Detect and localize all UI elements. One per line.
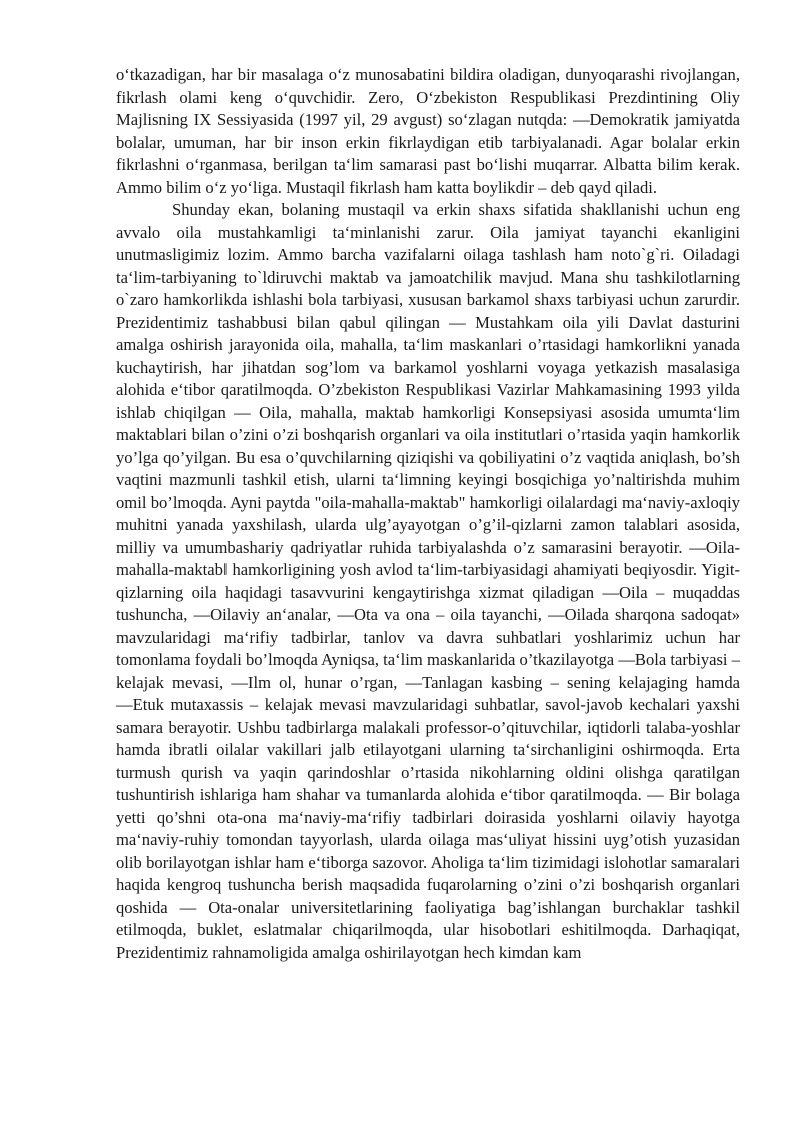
paragraph-continuation: o‘tkazadigan, har bir masalaga o‘z munosabatini bildira oladigan, dunyoqarashi rivojlangan, fikrlash olami keng o‘quvchidir. Zero, O‘zbekiston Respublikasi Prezdintining Oliy Majlisning IX Sessiyasida (1997 yil, 29 avgust) so‘zlagan nutqda: ―Demokratik jamiyatda bolalar, umuman, har bir inson erkin fikrlaydigan etib tarbiyalanadi. Agar bolalar erkin fikrlashni o‘rganmasa, berilgan ta‘lim samarasi past bo‘lishi muqarrar. Albatta bilim kerak. Ammo bilim o‘z yo‘liga. Mustaqil fikrlash ham katta boylikdir – deb qayd qiladi. — [116, 65, 740, 197]
document-page — [116, 64, 740, 964]
paragraph-main: Shunday ekan, bolaning mustaqil va erkin shaxs sifatida shakllanishi uchun eng avvalo oila mustahkamligi ta‘minlanishi zarur. Oila jamiyat tayanchi ekanligini unutmasligimiz lozim. Ammo barcha vazifalarni oilaga tashlash ham noto`g`ri. Oiladagi ta‘lim-tarbiyaning to`ldiruvchi maktab va jamoatchilik mavjud. Mana shu tashkilotlarning o`zaro hamkorlikda ishlashi bola tarbiyasi, xususan barkamol shaxs tarbiyasi uchun zarurdir. Prezidentimiz tashabbusi bilan qabul qilingan ― Mustahkam oila yili Davlat dasturini amalga oshirish jarayonida oila, mahalla, ta‘lim maskanlari o’rtasidagi hamkorlikni yanada kuchaytirish, har jihatdan sog’lom va barkamol yoshlarni voyaga yetkazish masalasiga alohida e‘tibor qaratilmoqda. O’zbekiston Respublikasi Vazirlar Mahkamasining 1993 yilda ishlab chiqilgan ― Oila, mahalla, maktab hamkorligi Konsepsiyasi asosida umumta‘lim maktablari bilan o’zini o’zi boshqarish organlari va oila institutlari o’rtasida yaqin hamkorlik yo’lga qo’yilgan. Bu esa o’quvchilarning qiziqishi va qobiliyatini o’z vaqtida aniqlash, bo’sh vaqtini mazmunli tashkil etish, ularni ta‘limning keyingi bosqichiga yo’naltirishda muhim omil bo’lmoqda. Ayni paytda "oila-mahalla-maktab" hamkorligi oilalardagi ma‘naviy-axloqiy muhitni yanada yaxshilash, ularda ulg’ayayotgan o’g’il-qizlarni zamon talablari asosida, milliy va umumbashariy qadriyatlar ruhida tarbiyalashda o’z samarasini berayotir. ―Oila-mahalla-maktab‖ hamkorligining yosh avlod ta‘lim-tarbiyasidagi ahamiyati beqiyosdir. Yigit-qizlarning oila haqidagi tasavvurini kengaytirishga xizmat qiladigan ―Oila – muqaddas tushuncha, ―Oilaviy an‘analar, ―Ota va ona – oila tayanchi, ―Oilada sharqona sadoqat» mavzularidagi ma‘rifiy tadbirlar, tanlov va davra suhbatlari yoshlarimiz uchun har tomonlama foydali bo’lmoqda Ayniqsa, ta‘lim maskanlarida o’tkazilayotga ―Bola tarbiyasi – kelajak mevasi, ―Ilm ol, hunar o’rgan, ―Tanlagan kasbing – sening kelajaging hamda ―Etuk mutaxassis – kelajak mevasi mavzularidagi suhbatlar, savol-javob kechalari yaxshi samara berayotir. Ushbu tadbirlarga malakali professor-o’qituvchilar, iqtidorli talaba-yoshlar hamda ibratli oilalar vakillari jalb etilayotgani ularning ta‘sirchanligini oshirmoqda. Erta turmush qurish va yaqin qarindoshlar o’rtasida nikohlarning oldini olishga qaratilgan tushuntirish ishlariga ham shahar va tumanlarda alohida e‘tibor qaratilmoqda. ― Bir bolaga yetti qo’shni ota-ona ma‘naviy-ma‘rifiy tadbirlari doirasida yoshlarni oilaviy hayotga ma‘naviy-ruhiy tomondan tayyorlash, ularda oilaga mas‘uliyat hissini uyg’otish yuzasidan olib borilayotgan ishlar ham e‘tiborga sazovor. Aholiga ta‘lim tizimidagi islohotlar samaralari haqida kengroq tushuncha berish maqsadida fuqarolarning o’zini o’zi boshqarish organlari qoshida ― Ota-onalar universitetlarining faoliyatiga bag’ishlangan burchaklar tashkil etilmoqda, buklet, eslatmalar chiqarilmoqda, ular hisobotlari eshitilmoqda. Darhaqiqat, Prezidentimiz rahnamoligida amalga oshirilayotgan hech kimdan kam — [116, 200, 740, 962]
